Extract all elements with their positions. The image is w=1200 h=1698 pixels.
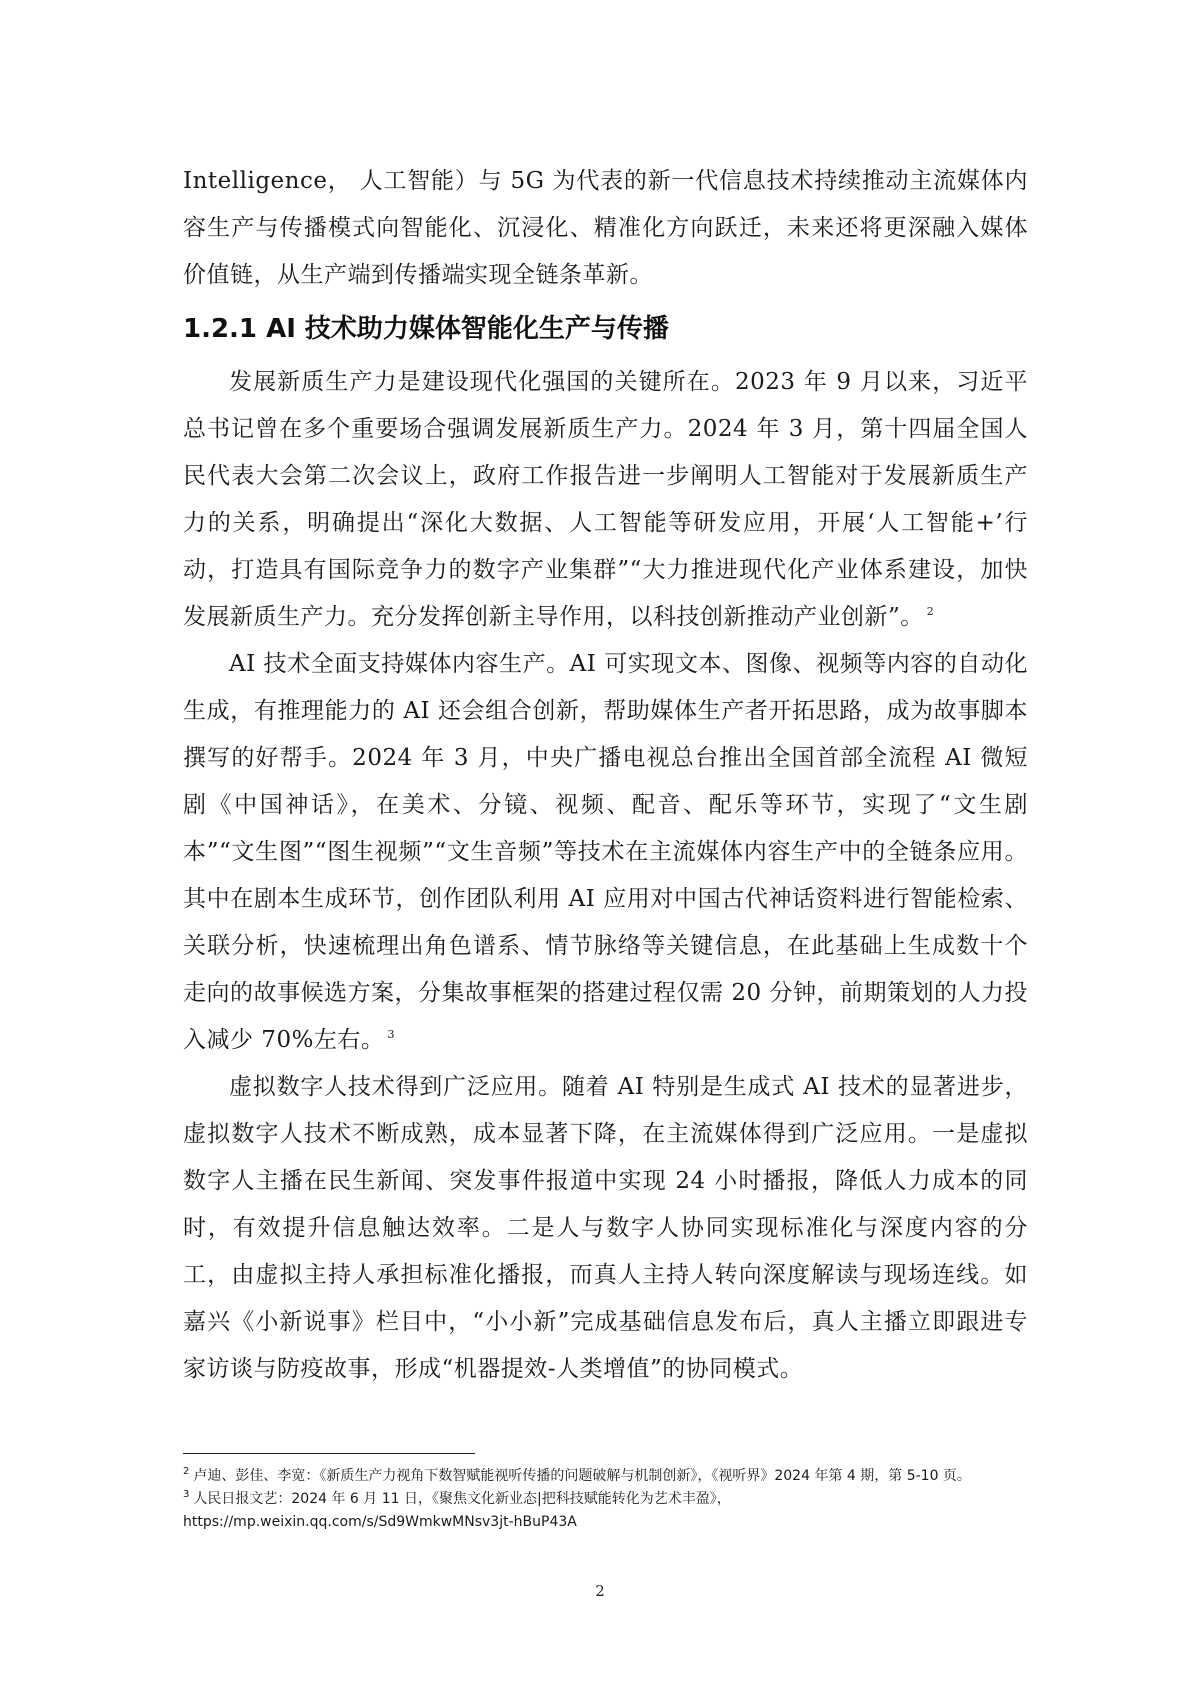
footnote-reference[interactable]: 2	[926, 605, 935, 619]
main-text	[183, 158, 1028, 1393]
footnote-text: 卢迪、彭佳、李宽：《新质生产力视角下数智赋能视听传播的问题破解与机制创新》，《视听界》2024 年第 4 期，第 5-10 页。	[193, 1468, 971, 1484]
footnote-text: 人民日报文艺：2024 年 6 月 11 日，《聚焦文化新业态|把科技赋能转化为艺术丰盈》，	[193, 1491, 731, 1507]
page-number: 2	[595, 1582, 605, 1600]
footnotes	[183, 1465, 1028, 1534]
body-paragraph-3	[183, 1064, 1028, 1393]
body-paragraph-2	[183, 641, 1028, 1064]
footnote-link[interactable]: https://mp.weixin.qq.com/s/Sd9WmkwMNsv3jt-hBuP43A	[183, 1514, 577, 1530]
paragraph-text: AI 技术全面支持媒体内容生产。AI 可实现文本、图像、视频等内容的自动化生成，有推理能力的 AI 还会组合创新，帮助媒体生产者开拓思路，成为故事脚本撰写的好帮手。2024 年 3 月，中央广播电视总台推出全国首部全流程 AI 微短剧《中国神话》，在美术、分镜、视频、配音、配乐等环节，实现了“文生剧本”“文生图”“图生视频”“文生音频”等技术在主流媒体内容生产中的全链条应用。其中在剧本生成环节，创作团队利用 AI 应用对中国古代神话资料进行智能检索、关联分析，快速梳理出角色谱系、情节脉络等关键信息，在此基础上生成数十个走向的故事候选方案，分集故事框架的搭建过程仅需 20 分钟，前期策划的人力投入减少 70%左右。	[183, 651, 1028, 1053]
footnote-reference[interactable]: 3	[387, 1028, 395, 1042]
paragraph-text: 发展新质生产力是建设现代化强国的关键所在。2023 年 9 月以来，习近平总书记曾在多个重要场合强调发展新质生产力。2024 年 3 月，第十四届全国人民代表大会第二次会议上，政府工作报告进一步阐明人工智能对于发展新质生产力的关系，明确提出“深化大数据、人工智能等研发应用，开展‘人工智能+’行动，打造具有国际竞争力的数字产业集群”“大力推进现代化产业体系建设，加快发展新质生产力。充分发挥创新主导作用，以科技创新推动产业创新”。	[183, 369, 1028, 630]
footnote-item	[183, 1465, 1028, 1488]
intro-paragraph: Intelligence， 人工智能）与 5G 为代表的新一代信息技术持续推动主流媒体内容生产与传播模式向智能化、沉浸化、精准化方向跃迁，未来还将更深融入媒体价值链，从生产端到传播端实现全链条革新。	[183, 168, 1028, 288]
footnote-number: 3	[183, 1489, 190, 1501]
section-heading: 1.2.1 AI 技术助力媒体智能化生产与传播	[183, 314, 669, 344]
body-paragraph-1	[183, 359, 1028, 641]
footnote-item	[183, 1488, 1028, 1534]
footnote-number: 2	[183, 1466, 190, 1478]
footnote-divider	[183, 1453, 475, 1454]
paragraph-text: 虚拟数字人技术得到广泛应用。随着 AI 特别是生成式 AI 技术的显著进步，虚拟数字人技术不断成熟，成本显著下降，在主流媒体得到广泛应用。一是虚拟数字人主播在民生新闻、突发事件报道中实现 24 小时播报，降低人力成本的同时，有效提升信息触达效率。二是人与数字人协同实现标准化与深度内容的分工，由虚拟主持人承担标准化播报，而真人主持人转向深度解读与现场连线。如嘉兴《小新说事》栏目中，“小小新”完成基础信息发布后，真人主播立即跟进专家访谈与防疫故事，形成“机器提效-人类增值”的协同模式。	[183, 1074, 1028, 1382]
